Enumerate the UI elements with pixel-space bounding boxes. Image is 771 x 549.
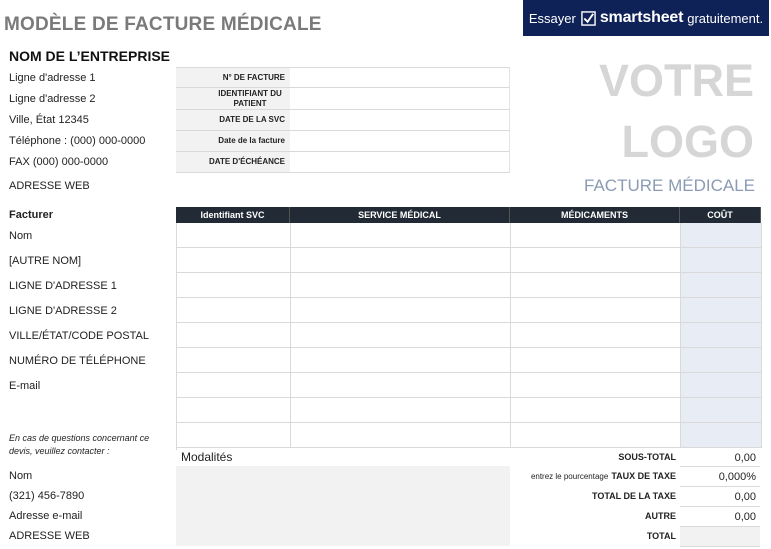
invoice-number-label: N° DE FACTURE bbox=[176, 67, 290, 88]
terms-label: Modalités bbox=[181, 450, 233, 464]
medication-cell[interactable] bbox=[511, 398, 681, 423]
tax-rate-label-text: TAUX DE TAXE bbox=[611, 471, 676, 481]
svc-id-cell[interactable] bbox=[177, 248, 291, 273]
bill-to-phone[interactable]: NUMÉRO DE TÉLÉPHONE bbox=[9, 355, 146, 367]
tax-rate-hint: entrez le pourcentage bbox=[530, 472, 609, 481]
page-title: MODÈLE DE FACTURE MÉDICALE bbox=[4, 14, 322, 35]
company-city[interactable]: Ville, État 12345 bbox=[9, 114, 89, 126]
table-row bbox=[177, 248, 762, 273]
table-row bbox=[177, 273, 762, 298]
table-row bbox=[177, 373, 762, 398]
smartsheet-check-icon bbox=[581, 11, 596, 26]
cost-cell[interactable] bbox=[681, 323, 762, 348]
invoice-type-label: FACTURE MÉDICALE bbox=[584, 176, 755, 195]
table-row bbox=[177, 348, 762, 373]
bill-to-name[interactable]: Nom bbox=[9, 230, 33, 242]
cost-cell[interactable] bbox=[681, 248, 762, 273]
company-phone[interactable]: Téléphone : (000) 000-0000 bbox=[9, 135, 146, 147]
table-row bbox=[177, 298, 762, 323]
cost-cell[interactable] bbox=[681, 423, 762, 448]
contact-phone[interactable]: (321) 456-7890 bbox=[9, 490, 85, 502]
col-header-service: SERVICE MÉDICAL bbox=[290, 207, 510, 223]
service-cell[interactable] bbox=[291, 348, 511, 373]
tax-rate-input[interactable]: 0,000% bbox=[680, 467, 760, 487]
medication-cell[interactable] bbox=[511, 323, 681, 348]
col-header-svc-id: Identifiant SVC bbox=[176, 207, 290, 223]
svc-id-cell[interactable] bbox=[177, 398, 291, 423]
bill-to-other-name[interactable]: [AUTRE NOM] bbox=[9, 255, 82, 267]
due-date-label: DATE D'ÉCHÉANCE bbox=[176, 152, 290, 173]
bill-to-city[interactable]: VILLE/ÉTAT/CODE POSTAL bbox=[9, 330, 149, 342]
col-header-cost: COÛT bbox=[680, 207, 761, 223]
svc-id-cell[interactable] bbox=[177, 323, 291, 348]
col-header-medication: MÉDICAMENTS bbox=[510, 207, 680, 223]
medication-cell[interactable] bbox=[511, 273, 681, 298]
table-row bbox=[177, 223, 762, 248]
svc-date-label: DATE DE LA SVC bbox=[176, 110, 290, 131]
banner-free: gratuitement. bbox=[687, 10, 764, 26]
contact-email[interactable]: Adresse e-mail bbox=[9, 510, 83, 522]
due-date-field[interactable] bbox=[290, 152, 510, 173]
medication-cell[interactable] bbox=[511, 348, 681, 373]
bill-to-address-1[interactable]: LIGNE D'ADRESSE 1 bbox=[9, 280, 117, 292]
contact-name[interactable]: Nom bbox=[9, 470, 33, 482]
other-input[interactable]: 0,00 bbox=[680, 507, 760, 527]
banner-brand: smartsheet bbox=[599, 9, 684, 26]
cost-cell[interactable] bbox=[681, 373, 762, 398]
service-cell[interactable] bbox=[291, 223, 511, 248]
medication-cell[interactable] bbox=[511, 373, 681, 398]
contact-web[interactable]: ADRESSE WEB bbox=[9, 530, 90, 542]
service-cell[interactable] bbox=[291, 273, 511, 298]
svc-id-cell[interactable] bbox=[177, 298, 291, 323]
company-web[interactable]: ADRESSE WEB bbox=[9, 180, 90, 192]
contact-note: En cas de questions concernant ce devis, veuillez contacter : bbox=[9, 433, 150, 456]
tax-rate-label bbox=[531, 471, 676, 481]
company-address-2[interactable]: Ligne d'adresse 2 bbox=[9, 93, 96, 105]
invoice-date-field[interactable] bbox=[290, 131, 510, 152]
logo-line-1[interactable]: VOTRE bbox=[598, 55, 754, 106]
logo-line-2[interactable]: LOGO bbox=[621, 116, 754, 167]
company-name[interactable]: NOM DE L’ENTREPRISE bbox=[9, 48, 171, 64]
bill-to-label: Facturer bbox=[9, 209, 54, 221]
service-cell[interactable] bbox=[291, 298, 511, 323]
smartsheet-banner[interactable] bbox=[523, 0, 769, 36]
service-cell[interactable] bbox=[291, 423, 511, 448]
medication-cell[interactable] bbox=[511, 223, 681, 248]
cost-cell[interactable] bbox=[681, 273, 762, 298]
total-tax-label: TOTAL DE LA TAXE bbox=[591, 491, 676, 501]
medication-cell[interactable] bbox=[511, 298, 681, 323]
bill-to-email[interactable]: E-mail bbox=[9, 380, 41, 392]
svc-id-cell[interactable] bbox=[177, 223, 291, 248]
service-cell[interactable] bbox=[291, 323, 511, 348]
invoice-date-label: Date de la facture bbox=[176, 131, 290, 152]
medication-cell[interactable] bbox=[511, 423, 681, 448]
service-cell[interactable] bbox=[291, 373, 511, 398]
svc-id-cell[interactable] bbox=[177, 348, 291, 373]
svc-id-cell[interactable] bbox=[177, 273, 291, 298]
total-label: TOTAL bbox=[646, 531, 676, 541]
table-row bbox=[177, 323, 762, 348]
line-items-table bbox=[176, 223, 761, 450]
subtotal-value: 0,00 bbox=[680, 450, 760, 467]
cost-cell[interactable] bbox=[681, 348, 762, 373]
other-label: AUTRE bbox=[645, 511, 676, 521]
service-cell[interactable] bbox=[291, 248, 511, 273]
bill-to-address-2[interactable]: LIGNE D'ADRESSE 2 bbox=[9, 305, 117, 317]
table-row bbox=[177, 398, 762, 423]
patient-id-field[interactable] bbox=[290, 88, 510, 110]
medication-cell[interactable] bbox=[511, 248, 681, 273]
patient-id-label bbox=[176, 88, 290, 110]
patient-id-label-text: IDENTIFIANT DU PATIENT bbox=[218, 88, 282, 108]
service-cell[interactable] bbox=[291, 398, 511, 423]
subtotal-label: SOUS-TOTAL bbox=[618, 452, 676, 462]
cost-cell[interactable] bbox=[681, 398, 762, 423]
total-tax-value: 0,00 bbox=[680, 487, 760, 507]
svc-id-cell[interactable] bbox=[177, 423, 291, 448]
invoice-number-field[interactable] bbox=[290, 67, 510, 88]
svc-id-cell[interactable] bbox=[177, 373, 291, 398]
terms-field[interactable] bbox=[176, 466, 510, 546]
svc-date-field[interactable] bbox=[290, 110, 510, 131]
company-address-1[interactable]: Ligne d'adresse 1 bbox=[9, 72, 96, 84]
table-row bbox=[177, 423, 762, 448]
banner-try: Essayer bbox=[528, 10, 576, 26]
company-fax[interactable]: FAX (000) 000-0000 bbox=[9, 156, 109, 168]
cost-cell[interactable] bbox=[681, 298, 762, 323]
cost-cell[interactable] bbox=[681, 223, 762, 248]
total-value bbox=[680, 527, 760, 547]
